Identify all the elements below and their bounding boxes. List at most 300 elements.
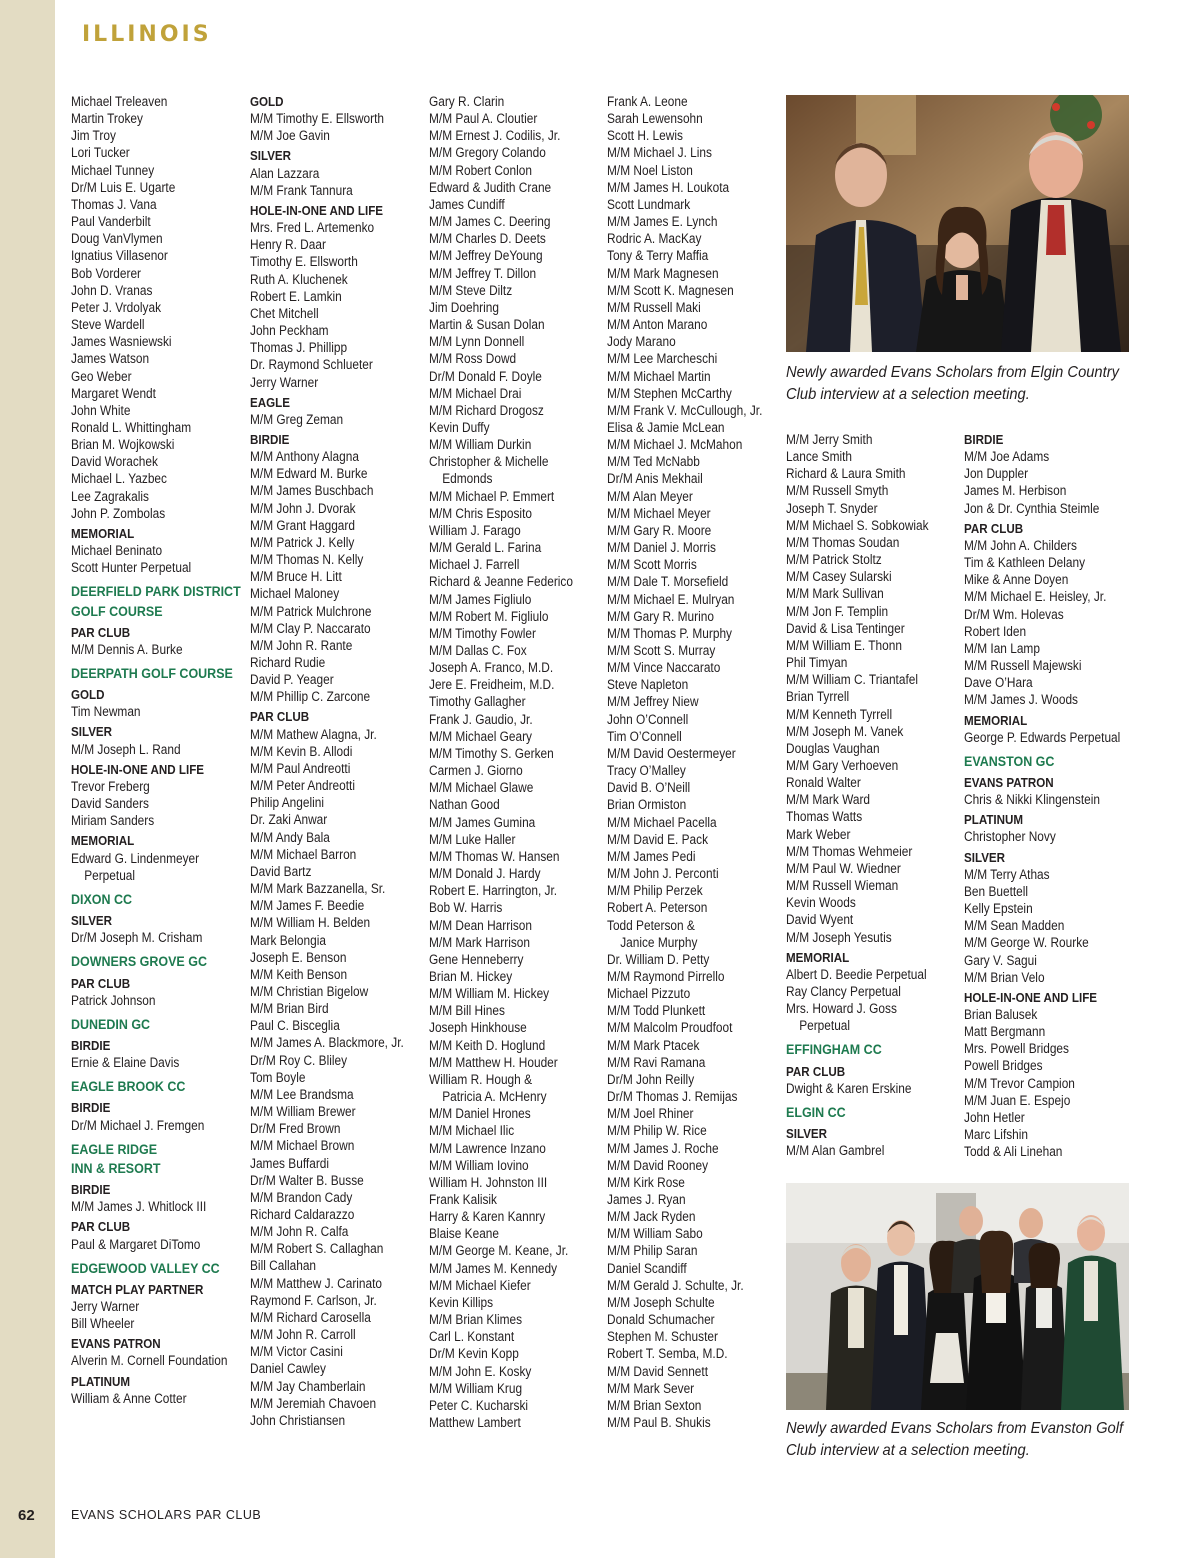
donor-name: M/M Brian Klimes bbox=[429, 1312, 523, 1328]
donor-name: Thomas J. Vana bbox=[71, 196, 157, 212]
donor-name: M/M Keith D. Hoglund bbox=[429, 1037, 546, 1053]
donor-name: M/M Bruce H. Litt bbox=[250, 569, 342, 585]
donor-name: Patrick Johnson bbox=[71, 992, 156, 1008]
donor-name: M/M Timothy S. Gerken bbox=[429, 745, 554, 761]
donor-name: M/M William E. Thonn bbox=[786, 637, 902, 653]
donor-name: M/M Alan Meyer bbox=[607, 488, 693, 504]
donor-name: Edward G. Lindenmeyer bbox=[71, 850, 200, 866]
donor-name: M/M Jeffrey Niew bbox=[607, 694, 699, 710]
donor-name: M/M Ted McNabb bbox=[607, 454, 700, 470]
donor-name: David P. Yeager bbox=[250, 672, 334, 688]
donor-name: Michael Maloney bbox=[250, 586, 340, 602]
donor-name: M/M Dallas C. Fox bbox=[429, 643, 527, 658]
donor-name: Richard Rudie bbox=[250, 655, 326, 670]
donor-name: M/M Gary R. Moore bbox=[607, 522, 712, 538]
donor-name: Tim & Kathleen Delany bbox=[964, 555, 1086, 571]
donor-name: M/M Thomas P. Murphy bbox=[607, 625, 733, 641]
donor-name: Brian M. Hickey bbox=[429, 968, 513, 984]
club-heading: EAGLE RIDGE bbox=[71, 1141, 158, 1158]
donor-name: M/M Gary Verhoeven bbox=[786, 757, 899, 773]
donor-name: M/M James F. Beedie bbox=[250, 898, 365, 914]
donor-name: M/M Chris Esposito bbox=[429, 505, 532, 521]
donor-name: Jon Duppler bbox=[964, 466, 1029, 482]
donor-name: Peter C. Kucharski bbox=[429, 1397, 529, 1413]
donor-name: M/M Thomas N. Kelly bbox=[250, 552, 364, 568]
donor-name: Paul C. Bisceglia bbox=[250, 1018, 340, 1034]
donor-name: Kevin Duffy bbox=[429, 419, 490, 435]
donor-name: Ray Clancy Perpetual bbox=[786, 984, 901, 999]
donor-name: M/M George W. Rourke bbox=[964, 935, 1089, 951]
giving-level-heading: SILVER bbox=[964, 849, 1006, 865]
donor-name: M/M Keith Benson bbox=[250, 966, 348, 982]
donor-name: Dr. Zaki Anwar bbox=[250, 812, 328, 828]
donor-name: Sarah Lewensohn bbox=[607, 111, 703, 127]
donor-name: Blaise Keane bbox=[429, 1226, 500, 1242]
donor-name: Tom Boyle bbox=[250, 1069, 306, 1085]
donor-name: Ronald L. Whittingham bbox=[71, 419, 192, 435]
donor-name: Jerry Warner bbox=[71, 1299, 140, 1314]
donor-name: M/M Ian Lamp bbox=[964, 640, 1040, 656]
donor-name: Dr/M John Reilly bbox=[607, 1071, 695, 1087]
giving-level-heading: PLATINUM bbox=[71, 1373, 131, 1389]
donor-name: Paul Vanderbilt bbox=[71, 214, 151, 230]
donor-name: Dr/M Walter B. Busse bbox=[250, 1172, 364, 1188]
photo-elgin-scholars bbox=[786, 95, 1129, 352]
donor-name: William & Anne Cotter bbox=[71, 1390, 187, 1406]
donor-name: M/M John J. Perconti bbox=[607, 866, 719, 882]
donor-name: M/M Grant Haggard bbox=[250, 517, 355, 533]
donor-name: Ronald Walter bbox=[786, 775, 861, 791]
donor-name: John O’Connell bbox=[607, 711, 689, 727]
donor-name: M/M John E. Kosky bbox=[429, 1363, 532, 1379]
donor-name: M/M Michael E. Mulryan bbox=[607, 591, 735, 607]
donor-name: M/M Lawrence Inzano bbox=[429, 1140, 546, 1156]
donor-name: M/M Thomas Soudan bbox=[786, 534, 900, 550]
donor-column-3 bbox=[429, 93, 573, 1431]
donor-name: Ruth A. Kluchenek bbox=[250, 271, 348, 287]
donor-name: Dave O’Hara bbox=[964, 675, 1033, 691]
donor-name: John D. Vranas bbox=[71, 282, 153, 298]
donor-name: M/M John R. Carroll bbox=[250, 1327, 356, 1343]
donor-name: Dr/M Joseph M. Crisham bbox=[71, 930, 203, 946]
donor-name: Lori Tucker bbox=[71, 145, 130, 161]
donor-name-continued: Janice Murphy bbox=[620, 934, 698, 950]
donor-name: M/M James H. Loukota bbox=[607, 179, 730, 195]
donor-name: Dr/M Roy C. Bliley bbox=[250, 1052, 348, 1068]
donor-name: M/M Anthony Alagna bbox=[250, 449, 359, 465]
donor-name: Brian M. Wojkowski bbox=[71, 437, 175, 453]
donor-name: David & Lisa Tentinger bbox=[786, 620, 905, 636]
donor-name: M/M Thomas Wehmeier bbox=[786, 843, 913, 859]
donor-name: M/M Russell Smyth bbox=[786, 483, 889, 499]
donor-name: M/M Joseph Yesutis bbox=[786, 929, 892, 945]
donor-name: Dwight & Karen Erskine bbox=[786, 1080, 912, 1096]
donor-name-continued: Edmonds bbox=[442, 471, 493, 487]
donor-name: M/M Trevor Campion bbox=[964, 1075, 1075, 1091]
donor-name: M/M Sean Madden bbox=[964, 918, 1065, 934]
donor-name: Frank A. Leone bbox=[607, 94, 688, 109]
donor-name: Ignatius Villasenor bbox=[71, 248, 168, 264]
donor-name: Robert Iden bbox=[964, 623, 1027, 639]
donor-name: M/M Mark Sever bbox=[607, 1380, 695, 1396]
donor-name: M/M Richard Carosella bbox=[250, 1309, 371, 1325]
donor-name: Nathan Good bbox=[429, 797, 500, 813]
donor-column-5 bbox=[786, 431, 929, 1159]
club-heading: DEERFIELD PARK DISTRICT bbox=[71, 584, 241, 601]
club-heading: DEERPATH GOLF COURSE bbox=[71, 666, 233, 682]
donor-name: M/M Edward M. Burke bbox=[250, 466, 368, 482]
donor-name: M/M Gerald L. Farina bbox=[429, 540, 542, 556]
giving-level-heading: PLATINUM bbox=[964, 812, 1024, 828]
donor-name: M/M Ross Dowd bbox=[429, 351, 517, 367]
donor-name: M/M William M. Hickey bbox=[429, 986, 550, 1002]
giving-level-heading: SILVER bbox=[786, 1126, 828, 1142]
donor-name: William J. Farago bbox=[429, 522, 521, 538]
donor-name: M/M David Oestermeyer bbox=[607, 745, 736, 761]
donor-name: M/M Philip W. Rice bbox=[607, 1123, 707, 1139]
donor-name: Alverin M. Cornell Foundation bbox=[71, 1353, 228, 1369]
donor-name: M/M James C. Deering bbox=[429, 214, 551, 230]
donor-name: Joseph E. Benson bbox=[250, 949, 347, 965]
donor-name: Jody Marano bbox=[607, 334, 676, 350]
donor-name: M/M Christian Bigelow bbox=[250, 983, 369, 999]
page-title: ILLINOIS bbox=[82, 22, 212, 47]
giving-level-heading: PAR CLUB bbox=[71, 975, 131, 991]
giving-level-heading: PAR CLUB bbox=[786, 1063, 846, 1079]
donor-name: Edward & Judith Crane bbox=[429, 179, 552, 195]
donor-name: Carmen J. Giorno bbox=[429, 763, 523, 779]
donor-name: M/M Joe Adams bbox=[964, 449, 1050, 465]
donor-name: M/M Patrick Mulchrone bbox=[250, 603, 372, 619]
donor-name: M/M Todd Plunkett bbox=[607, 1003, 706, 1019]
donor-name: Frank Kalisik bbox=[429, 1192, 498, 1207]
donor-name: M/M Mark Harrison bbox=[429, 934, 530, 950]
photo-caption-evanston: Newly awarded Evans Scholars from Evanston Golf Club interview at a selection meeting. bbox=[786, 1420, 1124, 1459]
donor-name: Kevin Killips bbox=[429, 1294, 494, 1310]
giving-level-heading: EVANS PATRON bbox=[964, 774, 1054, 790]
donor-name: M/M Mark Sullivan bbox=[786, 586, 884, 602]
donor-name: M/M Michael Ilic bbox=[429, 1123, 515, 1139]
donor-name: M/M Brian Velo bbox=[964, 969, 1045, 985]
donor-name: M/M Joe Gavin bbox=[250, 128, 330, 144]
donor-name: M/M Jeffrey T. Dillon bbox=[429, 265, 537, 281]
donor-name: Robert E. Lamkin bbox=[250, 288, 342, 304]
donor-name: Thomas J. Phillipp bbox=[250, 340, 348, 356]
donor-name-continued: Perpetual bbox=[84, 867, 136, 883]
donor-name: Kelly Epstein bbox=[964, 901, 1033, 917]
donor-name: M/M Terry Athas bbox=[964, 866, 1050, 882]
donor-name: M/M Michael E. Heisley, Jr. bbox=[964, 589, 1107, 605]
donor-name: M/M William Brewer bbox=[250, 1104, 356, 1120]
donor-name: M/M Kirk Rose bbox=[607, 1174, 685, 1190]
donor-name: M/M Gary R. Murino bbox=[607, 608, 714, 624]
donor-name: Mrs. Fred L. Artemenko bbox=[250, 220, 375, 236]
donor-column-1 bbox=[71, 93, 241, 1407]
donor-name: M/M Brian Sexton bbox=[607, 1397, 702, 1413]
donor-name-continued: Perpetual bbox=[799, 1018, 851, 1034]
giving-level-heading: BIRDIE bbox=[71, 1182, 111, 1198]
donor-name: James Cundiff bbox=[429, 196, 505, 212]
donor-name: Steve Napleton bbox=[607, 677, 689, 693]
donor-name: Scott Hunter Perpetual bbox=[71, 560, 192, 576]
donor-name: M/M William Durkin bbox=[429, 437, 532, 453]
donor-name: M/M Joseph Schulte bbox=[607, 1294, 715, 1310]
giving-level-heading: EVANS PATRON bbox=[71, 1336, 161, 1352]
club-heading: EFFINGHAM CC bbox=[786, 1042, 882, 1059]
donor-name: M/M Charles D. Deets bbox=[429, 231, 546, 247]
donor-name: Henry R. Daar bbox=[250, 237, 326, 253]
donor-name: M/M Casey Sularski bbox=[786, 569, 892, 585]
donor-name: Michael Tunney bbox=[71, 162, 155, 178]
donor-name: Jon & Dr. Cynthia Steimle bbox=[964, 500, 1100, 516]
donor-name: Bill Callahan bbox=[250, 1258, 317, 1274]
donor-name: M/M James Buschbach bbox=[250, 483, 374, 499]
giving-level-heading: PAR CLUB bbox=[71, 624, 131, 640]
donor-name: M/M Philip Saran bbox=[607, 1243, 698, 1259]
donor-name: David Worachek bbox=[71, 454, 158, 470]
donor-name: Ernie & Elaine Davis bbox=[71, 1055, 180, 1071]
donor-name: M/M Paul Andreotti bbox=[250, 760, 351, 776]
donor-name: James J. Ryan bbox=[607, 1192, 686, 1207]
donor-name: M/M John R. Rante bbox=[250, 637, 353, 653]
donor-name: M/M Anton Marano bbox=[607, 317, 708, 333]
donor-name: Dr/M Anis Mekhail bbox=[607, 471, 703, 487]
giving-level-heading: BIRDIE bbox=[71, 1100, 111, 1116]
donor-name: M/M Michael Kiefer bbox=[429, 1277, 531, 1293]
photo-caption-elgin: Newly awarded Evans Scholars from Elgin Country Club interview at a selection meeting. bbox=[786, 364, 1119, 403]
donor-name: Bill Wheeler bbox=[71, 1316, 135, 1332]
donor-name: Scott Lundmark bbox=[607, 196, 691, 212]
donor-name: M/M William H. Belden bbox=[250, 915, 371, 931]
giving-level-heading: MEMORIAL bbox=[964, 712, 1028, 728]
donor-name: M/M Jon F. Templin bbox=[786, 603, 889, 619]
donor-name: Matthew Lambert bbox=[429, 1415, 521, 1431]
donor-name: M/M Jerry Smith bbox=[786, 432, 873, 447]
donor-name: Brian Balusek bbox=[964, 1007, 1038, 1022]
donor-name: James Watson bbox=[71, 351, 150, 367]
giving-level-heading: HOLE-IN-ONE AND LIFE bbox=[250, 202, 384, 218]
donor-name-continued: Patricia A. McHenry bbox=[442, 1089, 547, 1105]
donor-name: Harry & Karen Kannry bbox=[429, 1209, 546, 1225]
donor-name: M/M Robert Conlon bbox=[429, 162, 533, 178]
donor-name: David Sanders bbox=[71, 796, 149, 812]
donor-name: M/M Timothy E. Ellsworth bbox=[250, 111, 385, 127]
donor-name: Dr/M Fred Brown bbox=[250, 1121, 341, 1137]
donor-name: M/M Ravi Ramana bbox=[607, 1054, 706, 1070]
donor-name: M/M Luke Haller bbox=[429, 831, 516, 847]
donor-name: M/M Raymond Pirrello bbox=[607, 968, 725, 984]
donor-name: John Peckham bbox=[250, 323, 329, 339]
donor-name: M/M Joseph M. Vanek bbox=[786, 723, 904, 739]
donor-name: Donald Schumacher bbox=[607, 1312, 715, 1328]
donor-name: M/M Russell Wieman bbox=[786, 878, 899, 894]
donor-name: M/M John R. Calfa bbox=[250, 1224, 349, 1240]
donor-name: M/M Russell Majewski bbox=[964, 658, 1082, 674]
donor-column-6 bbox=[964, 431, 1120, 1160]
donor-name: M/M James Figliulo bbox=[429, 591, 532, 607]
donor-name: Gary R. Clarin bbox=[429, 94, 505, 109]
donor-name: Richard & Jeanne Federico bbox=[429, 574, 573, 590]
donor-name: M/M Philip Perzek bbox=[607, 883, 703, 899]
donor-name: Daniel Scandiff bbox=[607, 1260, 687, 1276]
donor-name: Dr. William D. Petty bbox=[607, 951, 710, 967]
donor-name: John White bbox=[71, 402, 131, 418]
donor-name: M/M James A. Blackmore, Jr. bbox=[250, 1035, 404, 1051]
donor-name: Kevin Woods bbox=[786, 895, 856, 911]
donor-name: M/M Jeffrey DeYoung bbox=[429, 248, 543, 264]
donor-name: M/M Greg Zeman bbox=[250, 411, 344, 427]
donor-name: M/M David Sennett bbox=[607, 1363, 709, 1379]
donor-name: Timothy Gallagher bbox=[429, 694, 526, 710]
donor-name: M/M Michael Barron bbox=[250, 846, 357, 862]
donor-name: Martin & Susan Dolan bbox=[429, 317, 545, 333]
donor-name: Powell Bridges bbox=[964, 1058, 1043, 1074]
donor-name: Joseph Hinkhouse bbox=[429, 1020, 527, 1036]
donor-name: Mrs. Powell Bridges bbox=[964, 1041, 1069, 1057]
donor-name: Raymond F. Carlson, Jr. bbox=[250, 1292, 377, 1308]
donor-name: M/M Kevin B. Allodi bbox=[250, 743, 353, 759]
giving-level-heading: HOLE-IN-ONE AND LIFE bbox=[964, 989, 1098, 1005]
donor-name: M/M Victor Casini bbox=[250, 1344, 343, 1360]
donor-name: M/M Gregory Colando bbox=[429, 145, 546, 161]
club-heading: DOWNERS GROVE GC bbox=[71, 954, 207, 971]
donor-name: M/M William Iovino bbox=[429, 1157, 529, 1173]
donor-name: M/M Mathew Alagna, Jr. bbox=[250, 726, 377, 742]
donor-name: M/M Stephen McCarthy bbox=[607, 385, 732, 401]
giving-level-heading: SILVER bbox=[71, 913, 113, 929]
donor-name: Chet Mitchell bbox=[250, 305, 319, 321]
donor-name: M/M Lynn Donnell bbox=[429, 334, 525, 350]
donor-name: Jere E. Freidheim, M.D. bbox=[429, 677, 555, 693]
donor-name: Rodric A. MacKay bbox=[607, 231, 702, 247]
donor-name: M/M James Pedi bbox=[607, 848, 696, 864]
donor-name: Robert T. Semba, M.D. bbox=[607, 1346, 728, 1362]
club-heading: DIXON CC bbox=[71, 891, 133, 908]
donor-column-4 bbox=[607, 93, 762, 1431]
donor-name: M/M Robert M. Figliulo bbox=[429, 608, 549, 624]
donor-name: Thomas Watts bbox=[786, 809, 863, 825]
donor-name: M/M Michael Meyer bbox=[607, 505, 711, 521]
donor-name: Dr/M Michael J. Fremgen bbox=[71, 1117, 205, 1133]
club-heading-continued: GOLF COURSE bbox=[71, 603, 163, 620]
donor-name: M/M Jeremiah Chavoen bbox=[250, 1395, 377, 1411]
donor-name: Dr/M Thomas J. Remijas bbox=[607, 1089, 738, 1105]
giving-level-heading: EAGLE bbox=[250, 394, 290, 410]
donor-name: M/M Daniel J. Morris bbox=[607, 540, 716, 556]
donor-name: David B. O’Neill bbox=[607, 780, 691, 796]
elgin-scholars-image bbox=[786, 95, 1129, 352]
donor-name: Christopher & Michelle bbox=[429, 454, 549, 470]
donor-name: Ben Buettell bbox=[964, 883, 1029, 899]
donor-name: Tony & Terry Maffia bbox=[607, 248, 709, 264]
club-heading-continued: INN & RESORT bbox=[71, 1160, 161, 1177]
donor-name: M/M Alan Gambrel bbox=[786, 1143, 885, 1159]
donor-name: Frank J. Gaudio, Jr. bbox=[429, 711, 533, 727]
donor-name: John Christiansen bbox=[250, 1412, 346, 1428]
giving-level-heading: MEMORIAL bbox=[786, 949, 850, 965]
club-heading: EDGEWOOD VALLEY CC bbox=[71, 1260, 220, 1277]
donor-name: Trevor Freberg bbox=[71, 778, 150, 794]
photo-evanston-scholars bbox=[786, 1183, 1129, 1410]
donor-name: M/M Vince Naccarato bbox=[607, 660, 721, 676]
donor-name: M/M Paul A. Cloutier bbox=[429, 111, 538, 127]
donor-name: Jim Troy bbox=[71, 128, 116, 144]
donor-name: James Buffardi bbox=[250, 1155, 330, 1171]
donor-name: M/M James J. Woods bbox=[964, 692, 1078, 708]
donor-name: M/M Jack Ryden bbox=[607, 1209, 696, 1225]
donor-name: Phil Timyan bbox=[786, 655, 848, 671]
donor-name: Brian Tyrrell bbox=[786, 689, 850, 705]
giving-level-heading: PAR CLUB bbox=[964, 520, 1024, 536]
giving-level-heading: MEMORIAL bbox=[71, 833, 135, 849]
donor-name: Alan Lazzara bbox=[250, 165, 320, 181]
donor-name: M/M Patrick J. Kelly bbox=[250, 534, 355, 550]
donor-name: James M. Herbison bbox=[964, 483, 1067, 499]
donor-name: M/M Michael P. Emmert bbox=[429, 488, 555, 504]
donor-name: George P. Edwards Perpetual bbox=[964, 729, 1121, 745]
donor-name: M/M Michael Martin bbox=[607, 368, 711, 384]
evanston-scholars-image bbox=[786, 1183, 1129, 1410]
donor-name: M/M Thomas W. Hansen bbox=[429, 848, 560, 864]
donor-name: Jim Doehring bbox=[429, 299, 499, 315]
donor-name: Joseph T. Snyder bbox=[786, 500, 878, 516]
donor-name: Carl L. Konstant bbox=[429, 1329, 515, 1345]
giving-level-heading: HOLE-IN-ONE AND LIFE bbox=[71, 761, 205, 777]
donor-name: M/M James J. Roche bbox=[607, 1140, 719, 1156]
donor-name: M/M Bill Hines bbox=[429, 1003, 505, 1019]
donor-name: M/M Gerald J. Schulte, Jr. bbox=[607, 1277, 744, 1293]
donor-name: Geo Weber bbox=[71, 368, 132, 384]
donor-name: Michael L. Yazbec bbox=[71, 471, 167, 487]
donor-name: M/M Jay Chamberlain bbox=[250, 1378, 366, 1394]
donor-name: M/M Dennis A. Burke bbox=[71, 641, 183, 657]
donor-name: Tim Newman bbox=[71, 704, 141, 720]
donor-name: Marc Lifshin bbox=[964, 1127, 1029, 1143]
donor-name: Tracy O’Malley bbox=[607, 763, 686, 779]
donor-name: Dr/M Luis E. Ugarte bbox=[71, 179, 176, 195]
donor-name: M/M Joel Rhiner bbox=[607, 1106, 694, 1122]
donor-name: Michael Beninato bbox=[71, 543, 163, 559]
donor-name: M/M John J. Dvorak bbox=[250, 500, 356, 516]
donor-name: Peter J. Vrdolyak bbox=[71, 299, 162, 315]
donor-name: M/M Michael S. Sobkowiak bbox=[786, 517, 929, 533]
donor-name: M/M William Sabo bbox=[607, 1226, 703, 1242]
donor-name: Matt Bergmann bbox=[964, 1024, 1046, 1040]
giving-level-heading: PAR CLUB bbox=[250, 709, 310, 725]
donor-name: M/M Noel Liston bbox=[607, 162, 693, 178]
giving-level-heading: BIRDIE bbox=[71, 1037, 111, 1053]
donor-name: M/M David E. Pack bbox=[607, 831, 709, 847]
donor-name: M/M Michael J. McMahon bbox=[607, 437, 743, 453]
donor-name: M/M Juan E. Espejo bbox=[964, 1092, 1071, 1108]
donor-name: Jerry Warner bbox=[250, 374, 319, 390]
donor-name: M/M Frank V. McCullough, Jr. bbox=[607, 402, 763, 418]
donor-name: Douglas Vaughan bbox=[786, 740, 880, 756]
donor-name: M/M William Krug bbox=[429, 1380, 523, 1396]
donor-name: Robert E. Harrington, Jr. bbox=[429, 883, 558, 899]
donor-name: Steve Wardell bbox=[71, 317, 145, 333]
donor-name: M/M Michael Brown bbox=[250, 1138, 355, 1154]
donor-name: David Bartz bbox=[250, 863, 312, 879]
donor-name: M/M Michael Geary bbox=[429, 728, 532, 744]
donor-name: M/M Daniel Hrones bbox=[429, 1106, 531, 1122]
donor-name: Mark Weber bbox=[786, 826, 851, 842]
donor-name: Bob W. Harris bbox=[429, 900, 503, 916]
donor-name: Robert A. Peterson bbox=[607, 900, 708, 916]
donor-name: M/M Michael Pacella bbox=[607, 814, 717, 830]
donor-name: Michael J. Farrell bbox=[429, 557, 520, 573]
donor-name: M/M Matthew H. Houder bbox=[429, 1054, 558, 1070]
